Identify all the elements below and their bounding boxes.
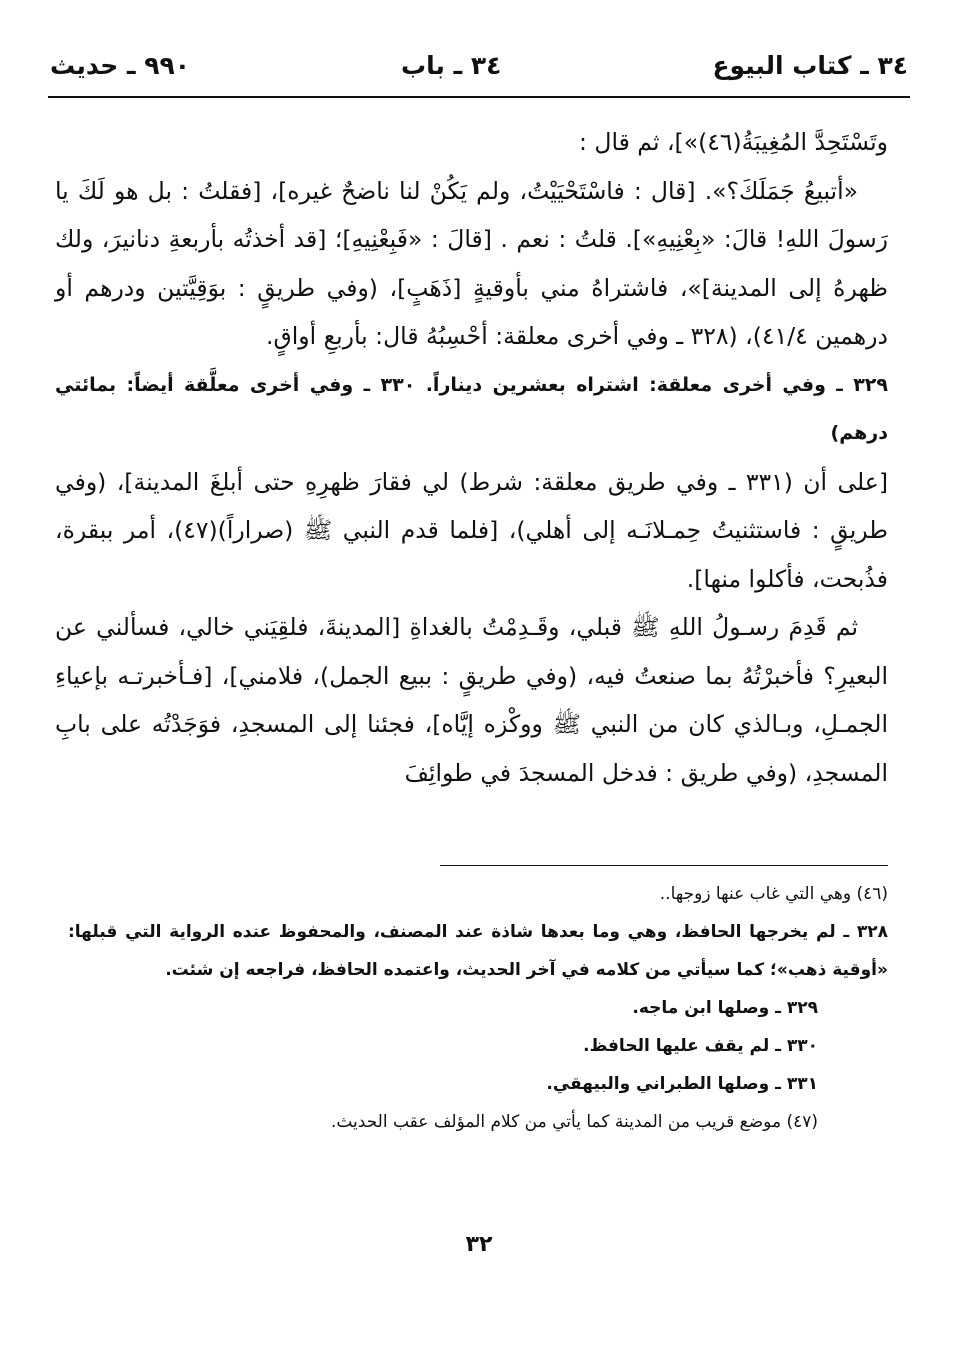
header-divider (48, 96, 910, 98)
footnotes (68, 875, 888, 1141)
paragraph: «أتبيعُ جَمَلَكَ؟». [قال : فاسْتَحْيَيْتُ، ولم يَكُنْ لنا ناضحٌ غيره]، [فقلتُ : بل هو لَكَ يا رَسولَ اللهِ! قالَ: «بِعْنِيهِ»]. قلتُ : نعم . [قالَ : «فَبِعْنِيهِ]؛ [قد أخذتُه بأربعةِ دنانيرَ، ولك ظهرهُ إلى المدينة]»، فاشتراهُ مني بأوقيةٍ [ذَهَبٍ]، (وفي طريقٍ : بوَقِيَّتين ودرهم أو درهمين ٤١/٤)، (٣٢٨ ـ وفي أخرى معلقة: أحْسِبُهُ قال: بأربعِ أواقٍ. (55, 176, 888, 350)
header-hadith-number: ٩٩٠ ـ حديث (50, 50, 191, 80)
paragraph: ٣٢٩ ـ وفي أخرى معلقة: اشتراه بعشرين ديناراً. ٣٣٠ ـ وفي أخرى معلَّقة أيضاً: بمائتي درهم) (55, 373, 888, 444)
paragraph: ثم قَدِمَ رسـولُ اللهِ ﷺ قبلي، وقَـدِمْتُ بالغداةِ [المدينةَ، فلقِيَني خالي، فسألني عن البعيرِ؟ فأخبرْتُهُ بما صنعتُ فيه، (وفي طريقٍ : ببيع الجمل)، فلامني]، [فـأخبرتـه بإعياءِ الجمـلِ، وبـالذي كان من النبي ﷺ ووكْزه إيَّاه]، فجئنا إلى المسجدِ، فوَجَدْتُه على بابِ المسجدِ، (وفي طريق : فدخل المسجدَ في طوائِفَ (55, 613, 888, 787)
header-book-title: ٣٤ ـ كتاب البيوع (712, 50, 908, 80)
footnote: (٤٦) وهي التي غاب عنها زوجها.. (659, 884, 888, 904)
footnote: ٣٢٩ ـ وصلها ابن ماجه. (632, 998, 818, 1018)
footnote: (٤٧) موضع قريب من المدينة كما يأتي من كلام المؤلف عقب الحديث. (330, 1112, 818, 1132)
page-number: ٣٢ (465, 1232, 493, 1257)
running-header (50, 40, 908, 90)
footnote: ٣٢٨ ـ لم يخرجها الحافظ، وهي وما بعدها شاذة عند المصنف، والمحفوظ عنده الرواية التي قبلها: «أوقية ذهب»؛ كما سيأتي من كلامه في آخر الحديث، واعتمده الحافظ، فراجعه إن شئت. (68, 922, 888, 980)
footnote-divider (440, 865, 888, 866)
header-chapter: ٣٤ ـ باب (401, 50, 502, 80)
main-text (55, 118, 888, 797)
paragraph: وتَسْتَحِدَّ المُغِيبَةُ(٤٦)»]، ثم قال : (578, 128, 888, 156)
footnote: ٣٣٠ ـ لم يقف عليها الحافظ. (583, 1036, 818, 1056)
paragraph: [على أن (٣٣١ ـ وفي طريق معلقة: شرط) لي فقارَ ظهرِهِ حتى أبلغَ المدينة]، (وفي طريقٍ : فاستثنيتُ حِمـلانَـه إلى أهلي)، [فلما قدم النبي ﷺ (صراراً)(٤٧)، أمر ببقرة، فذُبحت، فأكلوا منها]. (55, 467, 889, 593)
footnote: ٣٣١ ـ وصلها الطبراني والبيهقي. (546, 1074, 818, 1094)
